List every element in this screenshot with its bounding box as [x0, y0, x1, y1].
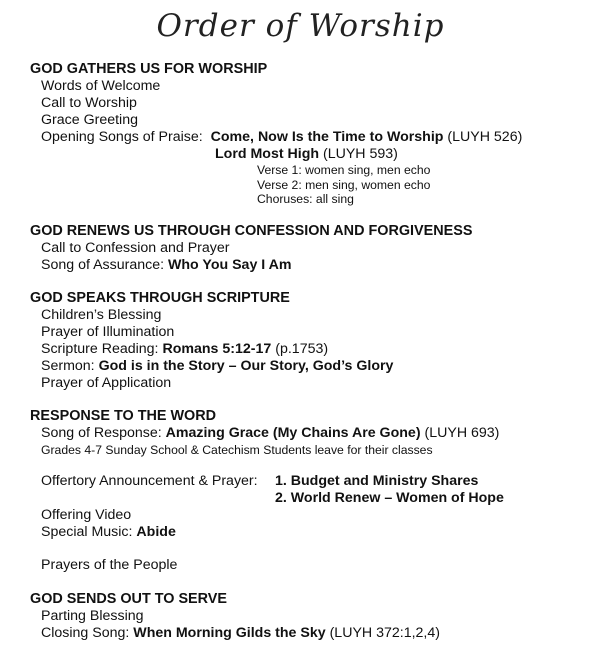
section-heading-response: RESPONSE TO THE WORD: [30, 408, 217, 424]
section-heading-sends: GOD SENDS OUT TO SERVE: [30, 591, 227, 607]
section-heading-gathers: GOD GATHERS US FOR WORSHIP: [30, 61, 268, 77]
reading-title: Romans 5:12-17: [162, 341, 272, 357]
closing-label: Closing Song:: [41, 625, 130, 641]
page-title: Order of Worship: [156, 8, 445, 44]
item-prayers-of-the-people: Prayers of the People: [41, 557, 178, 573]
item-song2: [215, 146, 398, 163]
item-offertory: Offertory Announcement & Prayer:: [41, 473, 258, 489]
response-ref: (LUYH 693): [424, 425, 500, 441]
song1-ref: (LUYH 526): [447, 129, 523, 145]
item-call-to-worship: Call to Worship: [41, 95, 137, 111]
section-heading-scripture: GOD SPEAKS THROUGH SCRIPTURE: [30, 290, 290, 306]
song-note-verse1: Verse 1: women sing, men echo: [257, 163, 431, 177]
special-title: Abide: [136, 524, 176, 540]
item-parting-blessing: Parting Blessing: [41, 608, 144, 624]
response-title: Amazing Grace (My Chains Are Gone): [165, 425, 421, 441]
sermon-title: God is in the Story – Our Story, God’s Glory: [98, 358, 394, 374]
assurance-label: Song of Assurance:: [41, 257, 165, 273]
reading-label: Scripture Reading:: [41, 341, 159, 357]
item-call-to-confession: Call to Confession and Prayer: [41, 240, 230, 256]
response-label: Song of Response:: [41, 425, 162, 441]
item-grace-greeting: Grace Greeting: [41, 112, 138, 128]
song-note-choruses: Choruses: all sing: [257, 192, 354, 206]
offering-item-2: 2. World Renew – Women of Hope: [275, 490, 504, 506]
item-childrens-blessing: Children’s Blessing: [41, 307, 162, 323]
offering-item-1: 1. Budget and Ministry Shares: [275, 473, 479, 489]
opening-songs-label: Opening Songs of Praise:: [41, 129, 203, 145]
section-heading-renews: GOD RENEWS US THROUGH CONFESSION AND FORGIVENESS: [30, 223, 473, 239]
item-special-music: [41, 524, 176, 541]
song-note-verse2: Verse 2: men sing, women echo: [257, 178, 431, 192]
item-song-of-assurance: [41, 257, 292, 274]
reading-ref: (p.1753): [275, 341, 329, 357]
closing-title: When Morning Gilds the Sky: [133, 625, 326, 641]
item-opening-songs: [41, 129, 522, 146]
song2-title: Lord Most High: [215, 146, 320, 162]
item-offering-video: Offering Video: [41, 507, 132, 523]
item-scripture-reading: [41, 341, 328, 358]
sermon-label: Sermon:: [41, 358, 95, 374]
item-prayer-of-application: Prayer of Application: [41, 375, 172, 391]
closing-ref: (LUYH 372:1,2,4): [329, 625, 440, 641]
item-song-of-response: [41, 425, 499, 442]
classes-note: Grades 4-7 Sunday School & Catechism Students leave for their classes: [41, 443, 433, 457]
item-sermon: [41, 358, 393, 375]
item-closing-song: [41, 625, 440, 642]
item-words-of-welcome: Words of Welcome: [41, 78, 161, 94]
special-label: Special Music:: [41, 524, 133, 540]
song2-ref: (LUYH 593): [322, 146, 398, 162]
item-prayer-of-illumination: Prayer of Illumination: [41, 324, 175, 340]
song1-title: Come, Now Is the Time to Worship: [210, 129, 444, 145]
assurance-title: Who You Say I Am: [168, 257, 292, 273]
